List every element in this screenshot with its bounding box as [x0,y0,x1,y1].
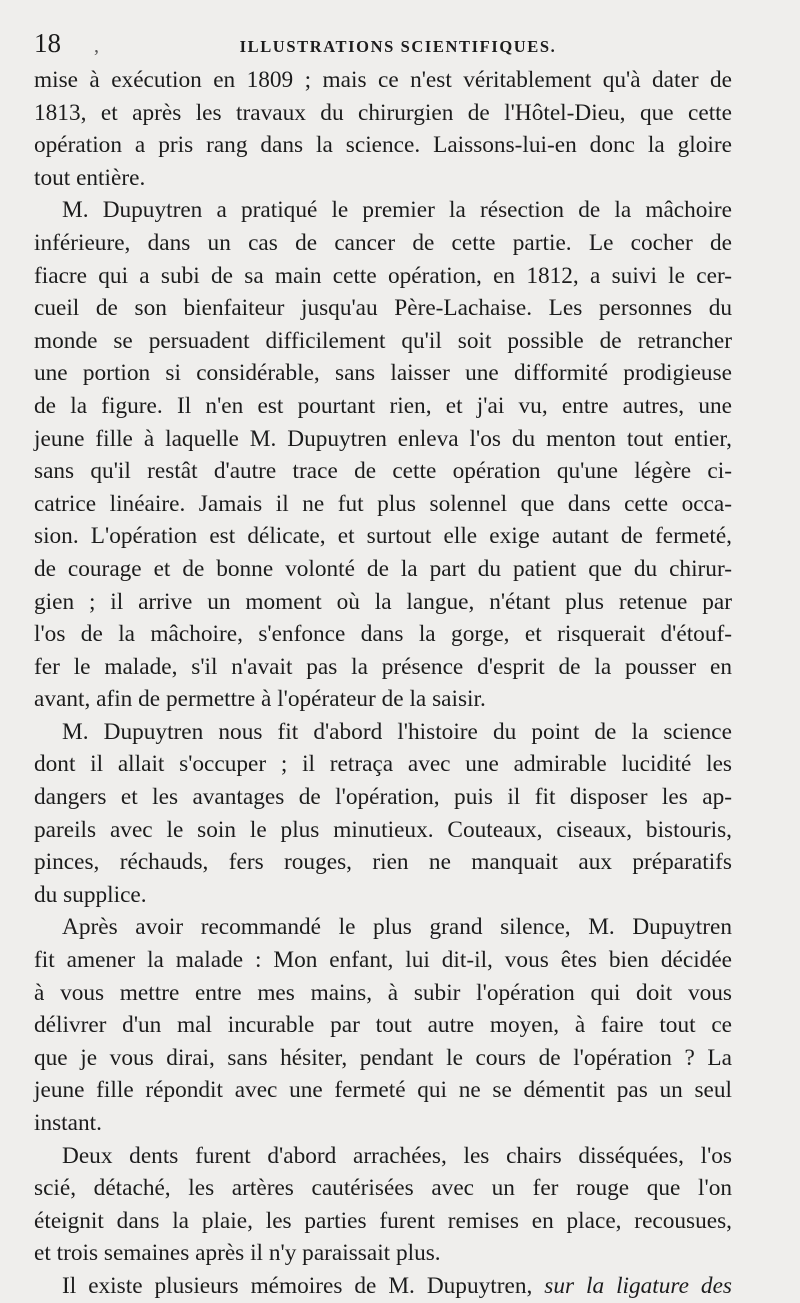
text-line: M. Dupuytren nous fit d'abord l'histoire du point de la science [62,718,732,745]
final-line-text: Il existe plusieurs mémoires de M. Dupuytren, [62,1272,545,1299]
header-mark: , [94,35,99,57]
text-line: fit amener la malade : Mon enfant, lui dit-il, vous êtes bien décidée [34,947,732,974]
text-line: dont il allait s'occuper ; il retraça avec une admirable lucidité les [34,751,732,778]
paragraph-4 [34,911,732,1139]
text-line: dangers et les avantages de l'opération, puis il fit disposer les ap- [34,784,732,811]
text-line: inférieure, dans un cas de cancer de cette partie. Le cocher de [34,229,732,256]
paragraph-5 [34,1140,732,1270]
text-line: à vous mettre entre mes mains, à subir l'opération qui doit vous [34,979,732,1006]
text-line: gien ; il arrive un moment où la langue, n'étant plus retenue par [34,588,732,615]
page-number: 18 [34,28,61,58]
text-line: opération a pris rang dans la science. Laissons-lui-en donc la gloire [34,132,732,159]
text-line: fer le malade, s'il n'avait pas la présence d'esprit de la pousser en [34,653,732,680]
text-line [34,1270,732,1303]
text-line: une portion si considérable, sans laisser une difformité prodigieuse [34,360,732,387]
text-line: cueil de son bienfaiteur jusqu'au Père-Lachaise. Les personnes du [34,295,732,322]
paragraph-6 [34,1270,732,1303]
text-line: sans qu'il restât d'autre trace de cette opération qu'une légère ci- [34,458,732,485]
paragraph-3 [34,716,732,912]
text-line: de courage et de bonne volonté de la part du patient que du chirur- [34,555,732,582]
text-line: 1813, et après les travaux du chirurgien de l'Hôtel-Dieu, que cette [34,99,732,126]
text-line: éteignit dans la plaie, les parties furent remises en place, recousues, [34,1207,732,1234]
text-line: délivrer d'un mal incurable par tout autre moyen, à faire tout ce [34,1012,732,1039]
text-line: et trois semaines après il n'y paraissait plus. [34,1240,441,1267]
text-line: jeune fille répondit avec une fermeté qui ne se démentit pas un seul [34,1077,732,1104]
text-line: que je vous dirai, sans hésiter, pendant le cours de l'opération ? La [34,1044,732,1071]
text-line: Après avoir recommandé le plus grand silence, M. Dupuytren [62,914,732,941]
running-title: ILLUSTRATIONS SCIENTIFIQUES. [239,37,557,56]
text-line: Deux dents furent d'abord arrachées, les chairs disséquées, l'os [62,1142,732,1169]
text-line: fiacre qui a subi de sa main cette opération, en 1812, a suivi le cer- [34,262,732,289]
text-line: monde se persuadent difficilement qu'il soit possible de retrancher [34,327,732,354]
page-body [34,64,732,1303]
running-head [34,28,732,62]
text-line: l'os de la mâchoire, s'enfonce dans la gorge, et risquerait d'étouf- [34,621,732,648]
text-line: mise à exécution en 1809 ; mais ce n'est véritablement qu'à dater de [34,67,732,93]
paragraph-1 [34,64,732,194]
text-line: tout entière. [34,164,146,191]
paragraph-2 [34,194,732,716]
text-line: jeune fille à laquelle M. Dupuytren enleva l'os du menton tout entier, [34,425,732,452]
final-line-italic: sur la ligature des [544,1272,732,1299]
text-line: pareils avec le soin le plus minutieux. Couteaux, ciseaux, bistouris, [34,816,732,843]
text-line: catrice linéaire. Jamais il ne fut plus solennel que dans cette occa- [34,490,732,517]
text-line: instant. [34,1110,102,1136]
text-line: sion. L'opération est délicate, et surtout elle exige autant de fermeté, [34,523,732,550]
text-line: de la figure. Il n'en est pourtant rien, et j'ai vu, entre autres, une [34,392,732,419]
text-line: pinces, réchauds, fers rouges, rien ne manquait aux préparatifs [34,849,732,876]
text-line: du supplice. [34,881,147,908]
text-line: scié, détaché, les artères cautérisées avec un fer rouge que l'on [34,1175,732,1202]
text-line: M. Dupuytren a pratiqué le premier la résection de la mâchoire [62,197,732,224]
text-line: avant, afin de permettre à l'opérateur de la saisir. [34,686,486,713]
